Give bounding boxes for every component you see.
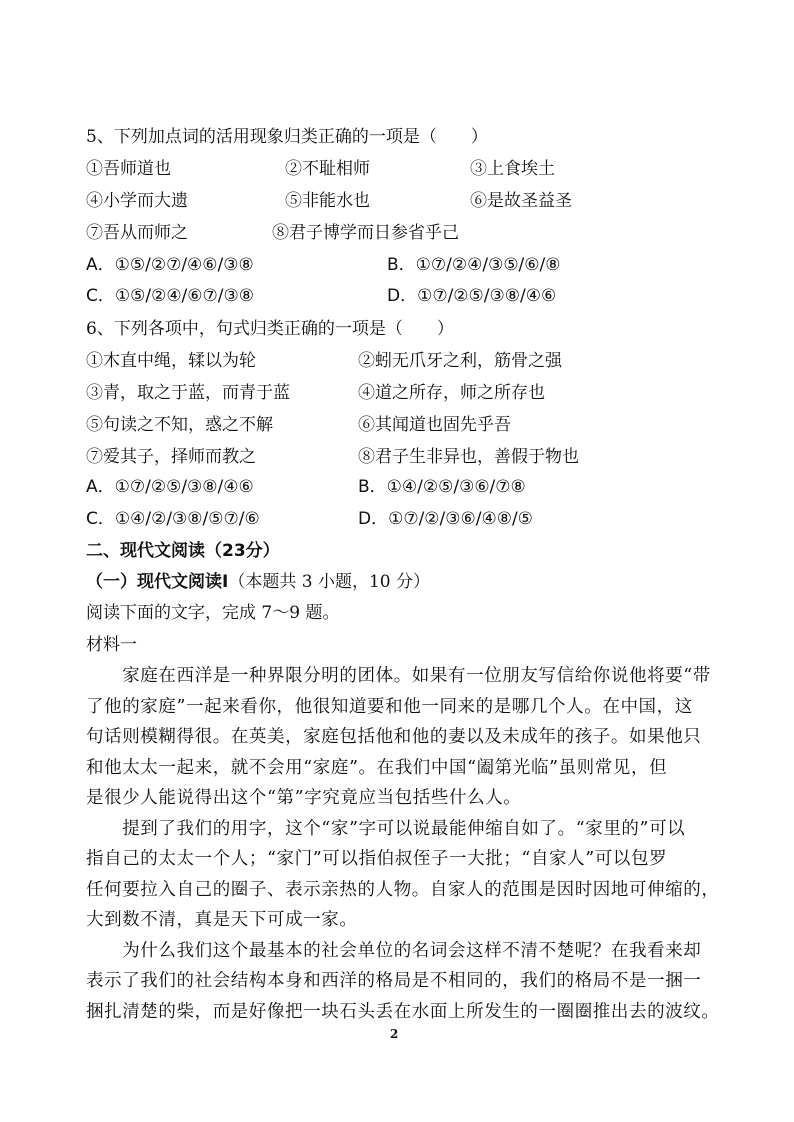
passage-line: 指自己的太太一个人；“家门”可以指伯叔侄子一大批；“自家人”可以包罗 [86, 849, 668, 869]
q6-option-a: A．①⑦/②⑤/③⑧/④⑥ [86, 477, 254, 497]
page-number: 2 [390, 1027, 399, 1041]
sub-heading-row [86, 571, 430, 593]
reading-instruction: 阅读下面的文字，完成 7～9 题。 [86, 603, 340, 623]
passage-line: 是很少人能说得出这个“第”字究竟应当包括些什么人。 [86, 788, 522, 808]
passage-line: 家庭在西洋是一种界限分明的团体。如果有一位朋友写信给你说他将要“带 [86, 666, 711, 686]
q5-item-6: ⑥是故圣益圣 [470, 191, 572, 211]
q6-stem: 6、下列各项中，句式归类正确的一项是（ ） [86, 319, 454, 339]
q6-option-c: C．①④/②/③⑧/⑤⑦/⑥ [86, 509, 260, 529]
q6-item-1: ①木直中绳，𫐓以为轮 [86, 351, 256, 371]
q5-option-c: C．①⑤/②④/⑥⑦/③⑧ [86, 286, 254, 306]
q6-item-2: ②蚓无爪牙之利，筋骨之强 [358, 351, 562, 371]
q5-item-3: ③上食埃土 [470, 159, 555, 179]
q5-item-4: ④小学而大遗 [86, 191, 188, 211]
section-heading: 二、现代文阅读（23分） [86, 541, 280, 561]
passage-line: 提到了我们的用字，这个“家”字可以说最能伸缩自如了。“家里的”可以 [86, 819, 686, 839]
passage-line: 和他太太一起来，就不会用“家庭”。在我们中国“阖第光临”虽则常见，但 [86, 758, 668, 778]
passage-line: 了他的家庭”一起来看你，他很知道要和他一同来的是哪几个人。在中国，这 [86, 697, 693, 717]
q6-item-3: ③青，取之于蓝，而青于蓝 [86, 383, 290, 403]
passage-line: 句话则模糊得很。在英美，家庭包括他和他的妻以及未成年的孩子。如果他只 [86, 727, 702, 747]
q5-item-5: ⑤非能水也 [285, 191, 370, 211]
q6-item-7: ⑦爱其子，择师而教之 [86, 447, 256, 467]
q5-item-7: ⑦吾从而师之 [86, 223, 188, 243]
q6-option-b: B．①④/②⑤/③⑥/⑦⑧ [358, 477, 526, 497]
q6-item-5: ⑤句读之不知，惑之不解 [86, 415, 273, 435]
q6-item-6: ⑥其闻道也固先乎吾 [358, 415, 511, 435]
q5-option-d: D．①⑦/②⑤/③⑧/④⑥ [387, 286, 557, 306]
passage-line: 为什么我们这个最基本的社会单位的名词会这样不清不楚呢？在我看来却 [86, 941, 702, 961]
sub-heading-note: （本题共 3 小题，10 分） [228, 572, 430, 592]
q6-item-8: ⑧君子生非异也，善假于物也 [358, 447, 579, 467]
passage-line: 捆扎清楚的柴，而是好像把一块石头丢在水面上所发生的一圈圈推出去的波纹。 [86, 1002, 720, 1022]
q5-option-b: B．①⑦/②④/③⑤/⑥/⑧ [387, 255, 561, 275]
passage-line: 任何要拉入自己的圈子、表示亲热的人物。自家人的范围是因时因地可伸缩的， [86, 880, 720, 900]
q5-item-8: ⑧君子博学而日参省乎己 [272, 223, 459, 243]
q5-item-1: ①吾师道也 [86, 159, 171, 179]
q6-option-d: D．①⑦/②/③⑥/④⑧/⑤ [358, 509, 533, 529]
material-label: 材料一 [86, 635, 137, 655]
q5-stem: 5、下列加点词的活用现象归类正确的一项是（ ） [86, 127, 488, 147]
sub-heading: （一）现代文阅读Ⅰ [86, 572, 229, 592]
q6-item-4: ④道之所存，师之所存也 [358, 383, 545, 403]
passage-line: 表示了我们的社会结构本身和西洋的格局是不相同的，我们的格局不是一捆一 [86, 971, 702, 991]
q5-item-2: ②不耻相师 [285, 159, 370, 179]
passage-line: 大到数不清，真是天下可成一家。 [86, 910, 358, 930]
q5-option-a: A．①⑤/②⑦/④⑥/③⑧ [86, 255, 254, 275]
